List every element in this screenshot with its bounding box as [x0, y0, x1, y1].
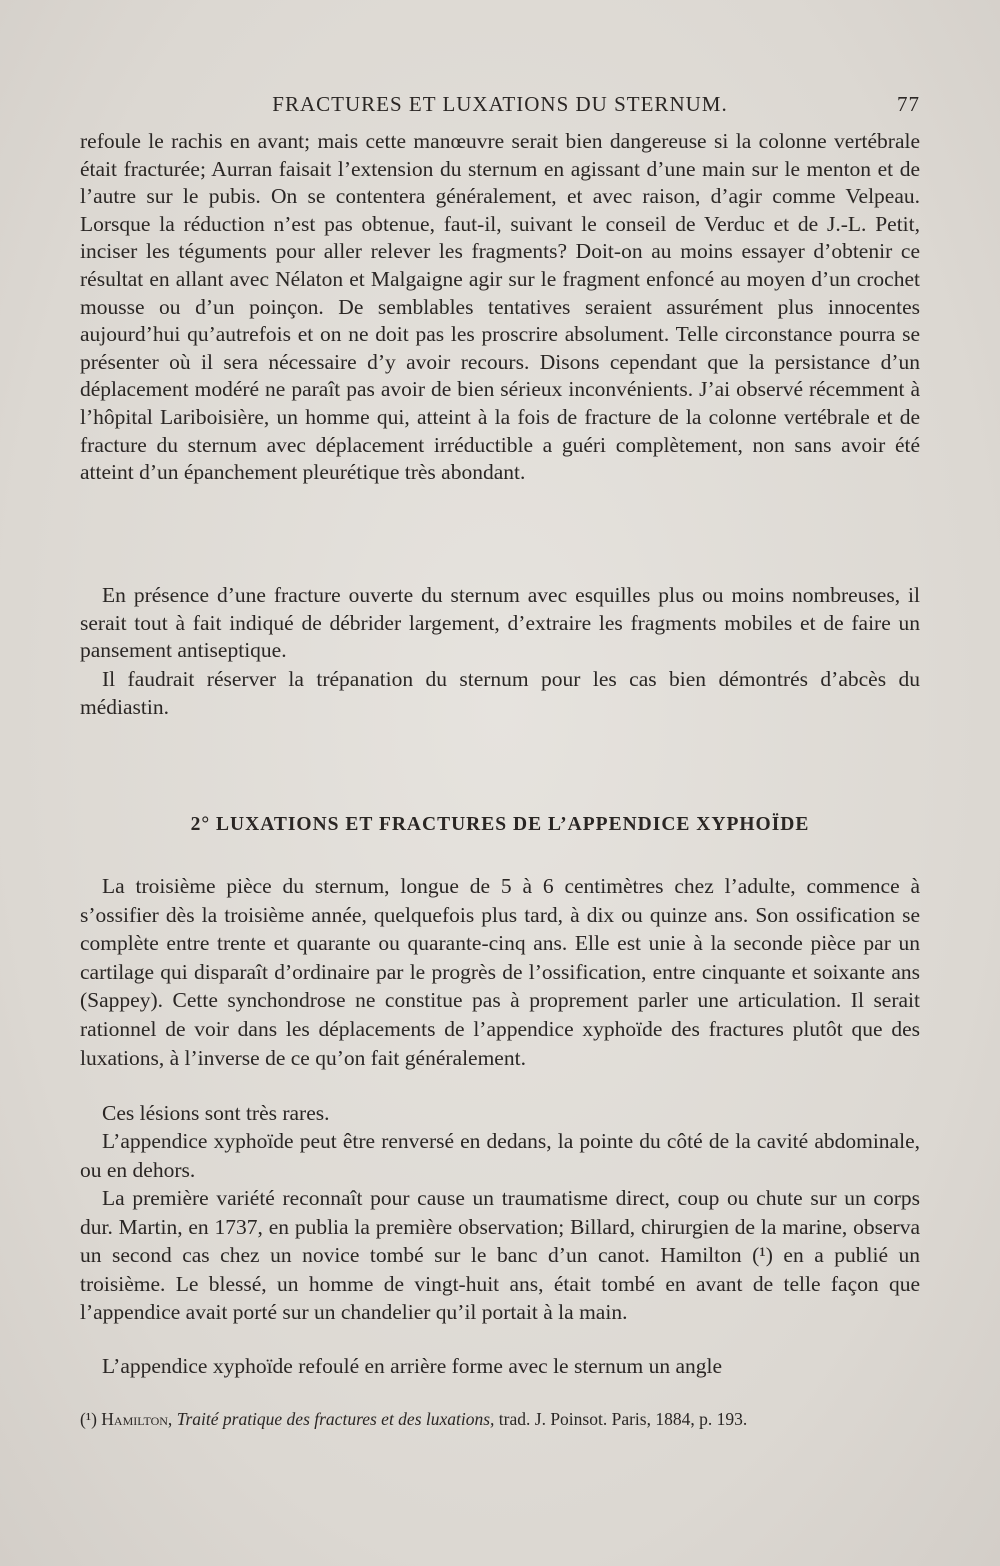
section-paragraph: Ces lésions sont très rares. — [102, 1101, 330, 1125]
running-title: FRACTURES ET LUXATIONS DU STERNUM. — [272, 92, 728, 116]
footnote — [80, 1408, 920, 1431]
page-number: 77 — [897, 92, 920, 116]
section-paragraph: L’appendice xyphoïde peut être renversé en dedans, la pointe du côté de la cavité abdominale, ou en dehors. — [80, 1129, 920, 1182]
body-paragraph: Il faudrait réserver la trépanation du sternum pour les cas bien démontrés d’abcès du médiastin. — [80, 667, 920, 719]
body-paragraph: En présence d’une fracture ouverte du sternum avec esquilles plus ou moins nombreuses, il serait tout à fait indiqué de débrider largement, d’extraire les fragments mobiles et de faire un pansement antiseptique. — [80, 583, 920, 663]
footnote-work-title: Traité pratique des fractures et des luxations, — [176, 1409, 495, 1429]
section-paragraph: La troisième pièce du sternum, longue de 5 à 6 centimètres chez l’adulte, commence à s’ossifier dès la troisième année, quelquefois plus tard, à dix ou quinze ans. Son ossification se complète entre trente et quarante ou quarante-cinq ans. Elle est unie à la seconde pièce par un cartilage qui disparaît d’ordinaire par le progrès de l’ossification, entre cinquante et soixante ans (Sappey). Cette synchondrose ne constitue pas à proprement parler une articulation. Il serait rationnel de voir dans les déplacements de l’appendice xyphoïde des fractures plutôt que des luxations, à l’inverse de ce qu’on fait généralement. — [80, 874, 920, 1070]
footnote-publication: trad. J. Poinsot. Paris, 1884, p. 193. — [498, 1409, 748, 1429]
section-paragraph: La première variété reconnaît pour cause un traumatisme direct, coup ou chute sur un corps dur. Martin, en 1737, en publia la première observation; Billard, chirurgien de la marine, observa un second cas chez un novice tombé sur le banc d’un canot. Hamilton (¹) en a publié un troisième. Le blessé, un homme de vingt-huit ans, était tombé en avant de telle façon que l’appendice avait porté sur un chandelier qu’il portait à la main. — [80, 1186, 920, 1325]
page-header — [80, 92, 920, 124]
section-heading: 2° LUXATIONS ET FRACTURES DE L’APPENDICE XYPHOÏDE — [190, 814, 810, 835]
section-paragraph: L’appendice xyphoïde refoulé en arrière forme avec le sternum un angle — [102, 1354, 723, 1378]
footnote-marker: (¹) — [80, 1409, 97, 1429]
footnote-author: Hamilton, — [101, 1409, 173, 1429]
body-paragraph: refoule le rachis en avant; mais cette manœuvre serait bien dangereuse si la colonne vertébrale était fracturée; Aurran faisait l’extension du sternum en agissant d’une main sur le menton et de l’autre sur le pubis. On se contentera généralement, et avec raison, d’agir comme Velpeau. Lorsque la réduction n’est pas obtenue, faut-il, suivant le conseil de Verduc et de J.-L. Petit, inciser les téguments pour aller relever les fragments? Doit-on au moins essayer d’obtenir ce résultat en allant avec Nélaton et Malgaigne agir sur le fragment enfoncé au moyen d’un crochet mousse ou d’un poinçon. De semblables tentatives seraient assurément plus innocentes aujourd’hui qu’autrefois et on ne doit pas les proscrire absolument. Telle circonstance pourra se présenter où il sera nécessaire d’y avoir recours. Disons cependant que la persistance d’un déplacement modéré ne paraît pas avoir de bien sérieux inconvénients. J’ai observé récemment à l’hôpital Lariboisière, un homme qui, atteint à la fois de fracture de la colonne vertébrale et de fracture du sternum avec déplacement irréductible a guéri complètement, non sans avoir été atteint d’un épanchement pleurétique très abondant. — [80, 129, 920, 485]
